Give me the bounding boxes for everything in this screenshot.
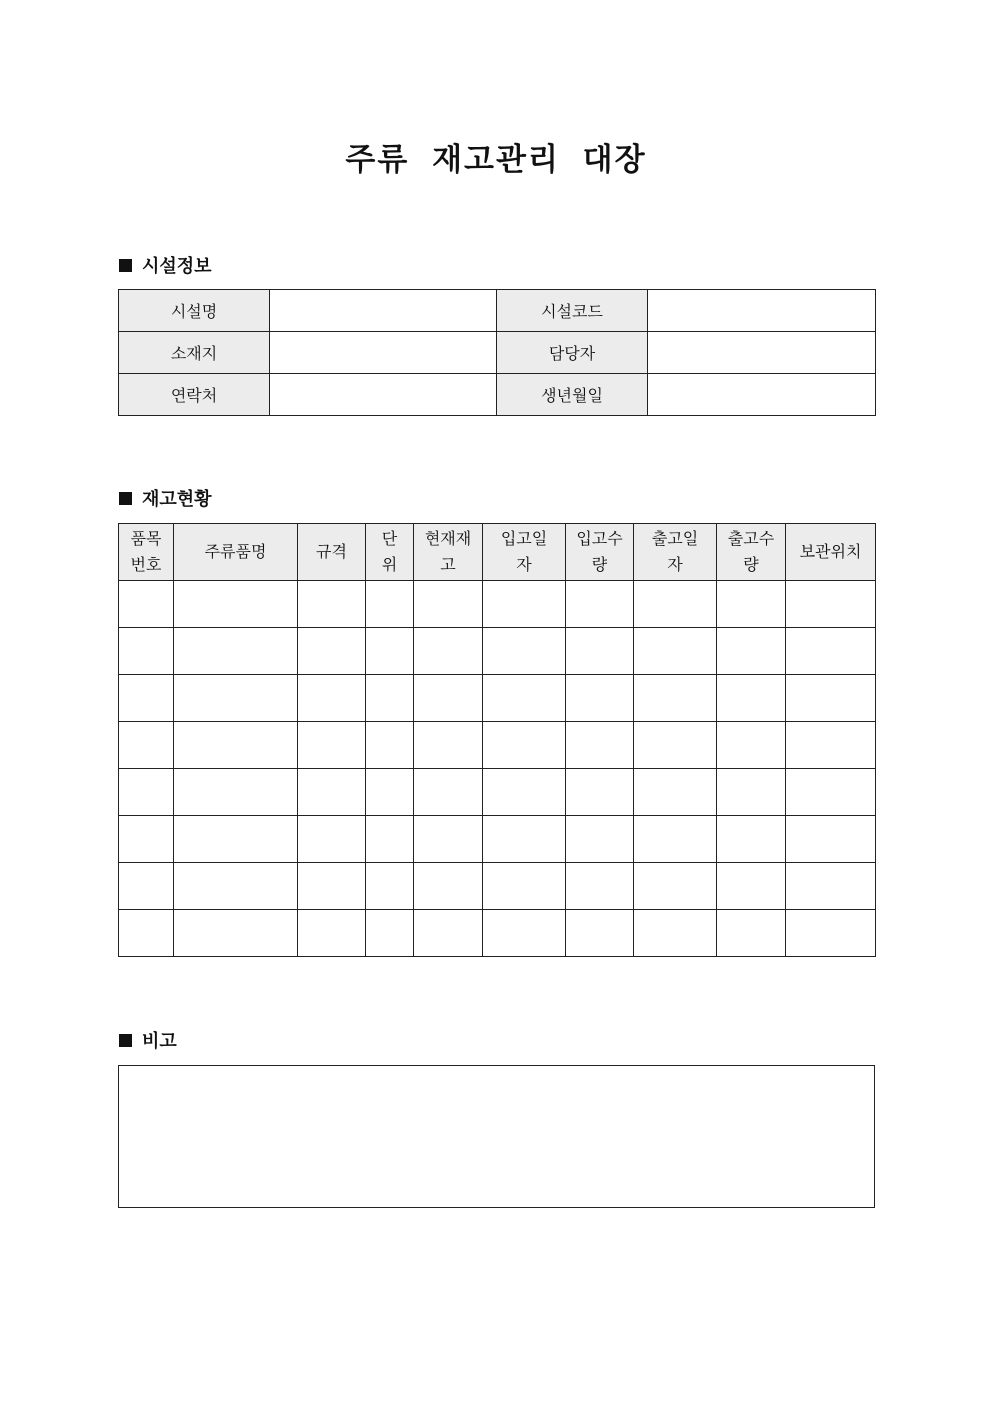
- table-cell[interactable]: [483, 722, 566, 769]
- table-cell[interactable]: [119, 816, 174, 863]
- table-cell[interactable]: [174, 816, 298, 863]
- table-cell[interactable]: [298, 769, 366, 816]
- table-cell[interactable]: [366, 722, 414, 769]
- table-cell[interactable]: [414, 675, 483, 722]
- facility-section-heading: [119, 253, 212, 277]
- table-cell[interactable]: [366, 910, 414, 957]
- table-cell[interactable]: [717, 816, 786, 863]
- table-cell[interactable]: [298, 722, 366, 769]
- table-cell[interactable]: [483, 816, 566, 863]
- facility-row: [119, 290, 876, 332]
- table-cell[interactable]: [174, 910, 298, 957]
- table-row: [119, 816, 876, 863]
- facility-name-field[interactable]: [270, 290, 497, 332]
- table-cell[interactable]: [414, 581, 483, 628]
- table-cell[interactable]: [717, 628, 786, 675]
- column-header: 주류품명: [174, 524, 298, 581]
- table-cell[interactable]: [483, 863, 566, 910]
- table-cell[interactable]: [483, 581, 566, 628]
- table-cell[interactable]: [119, 675, 174, 722]
- contact-label: 연락처: [119, 374, 270, 416]
- table-cell[interactable]: [119, 628, 174, 675]
- inventory-table: [118, 523, 876, 957]
- table-cell[interactable]: [717, 863, 786, 910]
- table-cell[interactable]: [717, 722, 786, 769]
- table-cell[interactable]: [174, 769, 298, 816]
- table-cell[interactable]: [634, 675, 717, 722]
- table-cell[interactable]: [717, 581, 786, 628]
- column-header: 출고일 자: [634, 524, 717, 581]
- column-header: 보관위치: [786, 524, 876, 581]
- inventory-section-heading: [119, 486, 212, 510]
- page-title: 주류 재고관리 대장: [345, 142, 647, 178]
- table-cell[interactable]: [483, 910, 566, 957]
- table-cell[interactable]: [174, 722, 298, 769]
- table-cell[interactable]: [414, 628, 483, 675]
- notes-heading-text: 비고: [142, 1031, 177, 1052]
- table-cell[interactable]: [786, 769, 876, 816]
- table-cell[interactable]: [414, 863, 483, 910]
- table-cell[interactable]: [566, 863, 634, 910]
- facility-heading-text: 시설정보: [142, 256, 212, 277]
- facility-row: [119, 374, 876, 416]
- table-cell[interactable]: [634, 910, 717, 957]
- notes-section-heading: [119, 1028, 177, 1052]
- inventory-heading-text: 재고현황: [142, 489, 212, 510]
- table-cell[interactable]: [483, 769, 566, 816]
- column-header: 입고수 량: [566, 524, 634, 581]
- square-bullet-icon: [119, 1034, 132, 1047]
- table-cell[interactable]: [366, 769, 414, 816]
- table-cell[interactable]: [786, 628, 876, 675]
- table-cell[interactable]: [786, 581, 876, 628]
- facility-code-label: 시설코드: [497, 290, 648, 332]
- facility-name-label: 시설명: [119, 290, 270, 332]
- table-cell[interactable]: [174, 628, 298, 675]
- table-cell[interactable]: [786, 863, 876, 910]
- table-cell[interactable]: [634, 769, 717, 816]
- table-cell[interactable]: [298, 910, 366, 957]
- table-cell[interactable]: [366, 628, 414, 675]
- table-cell[interactable]: [119, 722, 174, 769]
- birthdate-field[interactable]: [648, 374, 876, 416]
- table-row: [119, 722, 876, 769]
- table-cell[interactable]: [298, 628, 366, 675]
- table-row: [119, 910, 876, 957]
- table-cell[interactable]: [566, 816, 634, 863]
- table-cell[interactable]: [634, 581, 717, 628]
- facility-row: [119, 332, 876, 374]
- table-row: [119, 628, 876, 675]
- table-cell[interactable]: [483, 628, 566, 675]
- table-cell[interactable]: [634, 722, 717, 769]
- facility-info-table: [118, 289, 876, 416]
- square-bullet-icon: [119, 492, 132, 505]
- table-cell[interactable]: [119, 910, 174, 957]
- column-header: 단 위: [366, 524, 414, 581]
- table-cell[interactable]: [786, 722, 876, 769]
- table-cell[interactable]: [786, 910, 876, 957]
- table-cell[interactable]: [414, 910, 483, 957]
- table-cell[interactable]: [366, 581, 414, 628]
- table-cell[interactable]: [174, 675, 298, 722]
- table-cell[interactable]: [786, 816, 876, 863]
- table-cell[interactable]: [786, 675, 876, 722]
- column-header: 출고수 량: [717, 524, 786, 581]
- table-cell[interactable]: [414, 722, 483, 769]
- table-row: [119, 581, 876, 628]
- table-cell[interactable]: [119, 769, 174, 816]
- table-cell[interactable]: [717, 675, 786, 722]
- table-cell[interactable]: [119, 581, 174, 628]
- column-header: 현재재 고: [414, 524, 483, 581]
- contact-field[interactable]: [270, 374, 497, 416]
- location-field[interactable]: [270, 332, 497, 374]
- notes-field[interactable]: [118, 1065, 875, 1208]
- table-cell[interactable]: [174, 581, 298, 628]
- table-cell[interactable]: [366, 816, 414, 863]
- table-cell[interactable]: [634, 863, 717, 910]
- table-cell[interactable]: [566, 581, 634, 628]
- table-cell[interactable]: [566, 675, 634, 722]
- table-cell[interactable]: [717, 769, 786, 816]
- table-cell[interactable]: [366, 675, 414, 722]
- table-cell[interactable]: [174, 863, 298, 910]
- table-cell[interactable]: [414, 816, 483, 863]
- table-cell[interactable]: [483, 675, 566, 722]
- table-row: [119, 863, 876, 910]
- table-cell[interactable]: [366, 863, 414, 910]
- table-cell[interactable]: [566, 910, 634, 957]
- table-cell[interactable]: [298, 675, 366, 722]
- table-cell[interactable]: [566, 628, 634, 675]
- inventory-header-row: [119, 524, 876, 581]
- table-cell[interactable]: [566, 722, 634, 769]
- facility-code-field[interactable]: [648, 290, 876, 332]
- table-cell[interactable]: [634, 816, 717, 863]
- table-row: [119, 769, 876, 816]
- square-bullet-icon: [119, 259, 132, 272]
- table-row: [119, 675, 876, 722]
- table-cell[interactable]: [298, 863, 366, 910]
- manager-field[interactable]: [648, 332, 876, 374]
- table-cell[interactable]: [414, 769, 483, 816]
- table-cell[interactable]: [298, 581, 366, 628]
- table-cell[interactable]: [634, 628, 717, 675]
- column-header: 입고일 자: [483, 524, 566, 581]
- column-header: 규격: [298, 524, 366, 581]
- table-cell[interactable]: [566, 769, 634, 816]
- column-header: 품목 번호: [119, 524, 174, 581]
- table-cell[interactable]: [298, 816, 366, 863]
- manager-label: 담당자: [497, 332, 648, 374]
- location-label: 소재지: [119, 332, 270, 374]
- table-cell[interactable]: [119, 863, 174, 910]
- birthdate-label: 생년월일: [497, 374, 648, 416]
- table-cell[interactable]: [717, 910, 786, 957]
